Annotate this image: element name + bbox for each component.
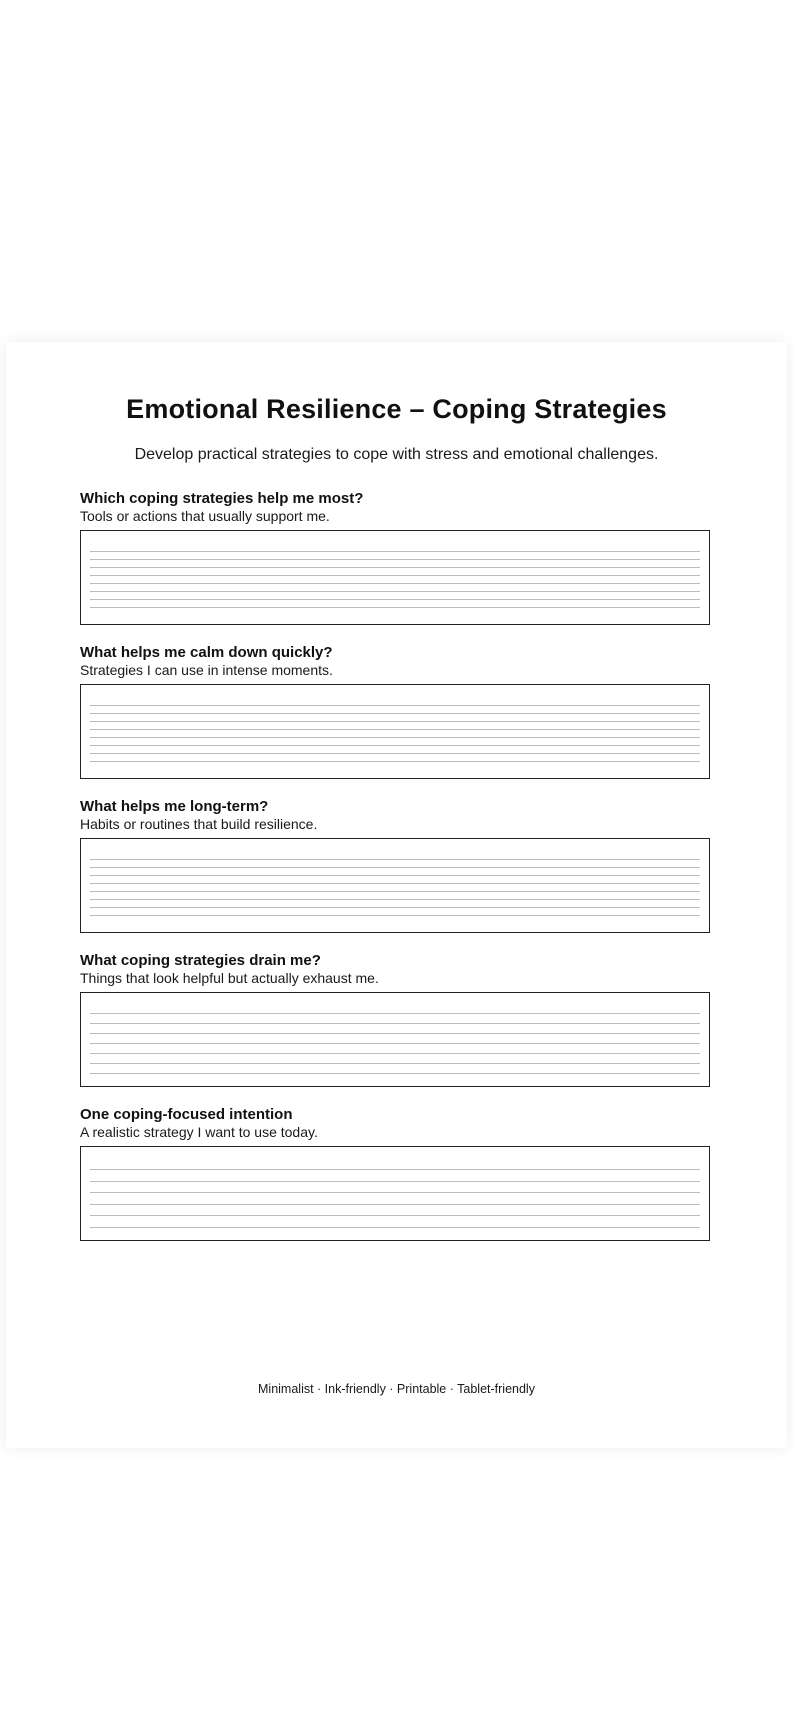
- section-title: One coping-focused intention: [80, 1106, 293, 1123]
- page-subtitle: Develop practical strategies to cope with stress and emotional challenges.: [134, 446, 659, 463]
- writing-line: [90, 1013, 700, 1014]
- section-description: Habits or routines that build resilience.: [80, 816, 318, 832]
- writing-line: [90, 1169, 700, 1170]
- answer-box[interactable]: [80, 530, 710, 625]
- section-description: A realistic strategy I want to use today.: [80, 1124, 318, 1140]
- writing-line: [90, 607, 700, 608]
- section-title: Which coping strategies help me most?: [80, 490, 364, 507]
- writing-line: [90, 891, 700, 892]
- answer-box[interactable]: [80, 992, 710, 1087]
- section-description: Strategies I can use in intense moments.: [80, 662, 333, 678]
- answer-box[interactable]: [80, 1146, 710, 1241]
- writing-line: [90, 1192, 700, 1193]
- writing-line: [90, 761, 700, 762]
- writing-line: [90, 859, 700, 860]
- section-long-term: [80, 798, 714, 832]
- writing-line: [90, 1023, 700, 1024]
- section-description: Tools or actions that usually support me.: [80, 508, 330, 524]
- section-title: What helps me long-term?: [80, 798, 269, 815]
- page-title: Emotional Resilience – Coping Strategies: [126, 394, 667, 424]
- writing-line: [90, 907, 700, 908]
- writing-line: [90, 721, 700, 722]
- writing-line: [90, 713, 700, 714]
- writing-line: [90, 867, 700, 868]
- writing-line: [90, 729, 700, 730]
- writing-line: [90, 753, 700, 754]
- writing-line: [90, 1204, 700, 1205]
- writing-line: [90, 883, 700, 884]
- writing-line: [90, 705, 700, 706]
- footer-tagline: Minimalist · Ink-friendly · Printable · Tablet-friendly: [258, 1382, 535, 1396]
- writing-line: [90, 559, 700, 560]
- section-calm-down: [80, 644, 714, 678]
- writing-line: [90, 575, 700, 576]
- writing-line: [90, 1215, 700, 1216]
- section-draining: [80, 952, 714, 986]
- writing-line: [90, 1053, 700, 1054]
- writing-line: [90, 1033, 700, 1034]
- writing-line: [90, 1063, 700, 1064]
- writing-line: [90, 745, 700, 746]
- writing-line: [90, 567, 700, 568]
- answer-box[interactable]: [80, 838, 710, 933]
- section-title: What coping strategies drain me?: [80, 952, 321, 969]
- writing-line: [90, 551, 700, 552]
- section-intention: [80, 1106, 714, 1140]
- writing-line: [90, 599, 700, 600]
- worksheet-page: [6, 342, 787, 1448]
- writing-line: [90, 875, 700, 876]
- writing-line: [90, 737, 700, 738]
- writing-line: [90, 1227, 700, 1228]
- writing-line: [90, 1181, 700, 1182]
- answer-box[interactable]: [80, 684, 710, 779]
- writing-line: [90, 591, 700, 592]
- writing-line: [90, 583, 700, 584]
- section-description: Things that look helpful but actually exhaust me.: [80, 970, 379, 986]
- section-most-helpful: [80, 490, 714, 524]
- writing-line: [90, 1043, 700, 1044]
- writing-line: [90, 1073, 700, 1074]
- section-title: What helps me calm down quickly?: [80, 644, 333, 661]
- writing-line: [90, 899, 700, 900]
- writing-line: [90, 915, 700, 916]
